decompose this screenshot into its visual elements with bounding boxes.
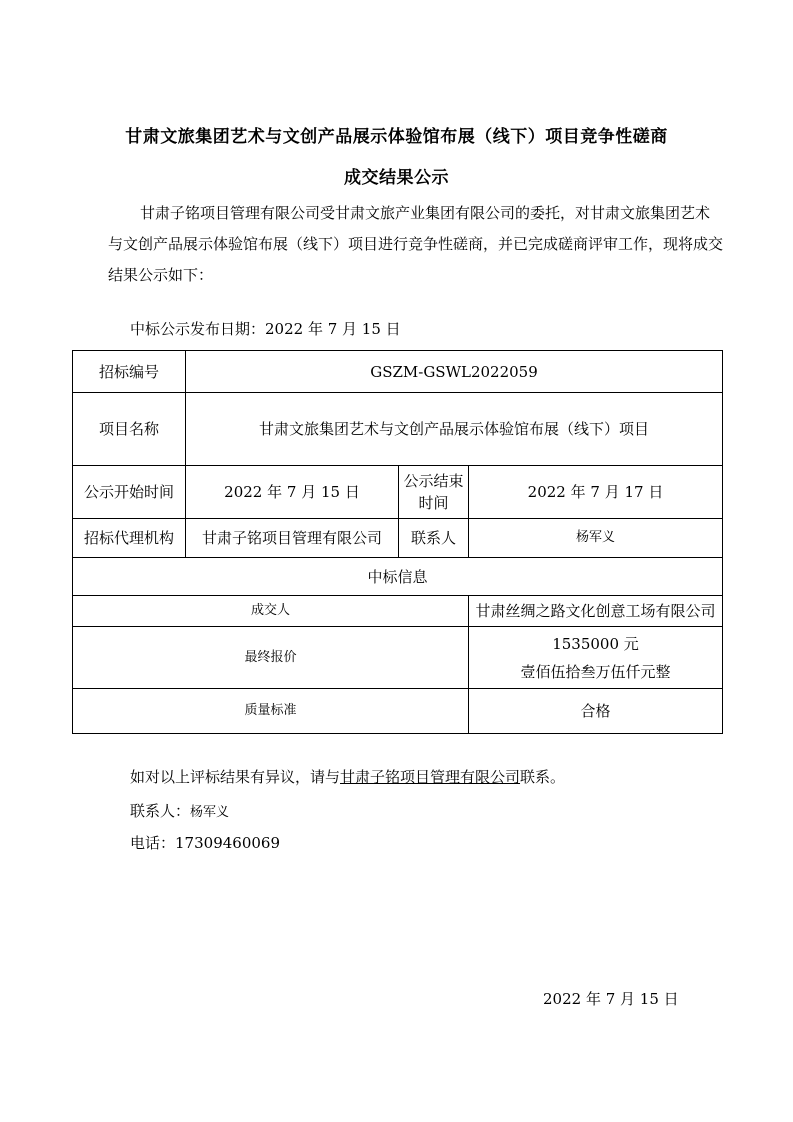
objection-company: 甘肃子铭项目管理有限公司 bbox=[340, 768, 521, 786]
agency: 甘肃子铭项目管理有限公司 bbox=[186, 519, 399, 558]
table-row bbox=[73, 466, 723, 519]
end-date: 2022 年 7 月 17 日 bbox=[469, 466, 723, 519]
objection-line bbox=[130, 766, 565, 787]
publish-date-line bbox=[130, 318, 401, 339]
intro-text: 甘肃子铭项目管理有限公司受甘肃文旅产业集团有限公司的委托，对甘肃文旅集团艺术与文创产品展示体验馆布展（线下）项目进行竞争性磋商，并已完成磋商评审工作，现将成交结果公示如下： bbox=[108, 204, 724, 284]
bid-no: GSZM-GSWL2022059 bbox=[186, 351, 723, 393]
price-cell bbox=[469, 627, 723, 689]
objection-prefix: 如对以上评标结果有异议，请与 bbox=[130, 768, 341, 786]
table-row bbox=[73, 627, 723, 689]
phone-number: 17309460069 bbox=[175, 834, 280, 852]
quality: 合格 bbox=[469, 689, 723, 734]
start-label: 公示开始时间 bbox=[73, 466, 186, 519]
contact-line bbox=[130, 800, 229, 821]
contact-name: 杨军义 bbox=[190, 805, 230, 820]
result-table bbox=[72, 350, 723, 734]
bid-no-label: 招标编号 bbox=[73, 351, 186, 393]
document-subtitle: 成交结果公示 bbox=[344, 168, 449, 188]
price-number: 1535000 元 bbox=[552, 634, 639, 653]
table-row bbox=[73, 351, 723, 393]
table-row bbox=[73, 596, 723, 627]
price-label: 最终报价 bbox=[73, 627, 469, 689]
contact-label: 联系人 bbox=[399, 519, 469, 558]
section-header: 中标信息 bbox=[73, 558, 723, 596]
publish-date-label: 中标公示发布日期： bbox=[130, 320, 266, 338]
sign-date: 2022 年 7 月 15 日 bbox=[543, 990, 679, 1008]
price-words: 壹佰伍拾叁万伍仟元整 bbox=[520, 662, 671, 681]
table-row bbox=[73, 519, 723, 558]
phone-label: 电话： bbox=[130, 834, 176, 852]
project-name: 甘肃文旅集团艺术与文创产品展示体验馆布展（线下）项目 bbox=[186, 393, 723, 466]
agency-label: 招标代理机构 bbox=[73, 519, 186, 558]
end-label: 公示结束时间 bbox=[399, 466, 469, 519]
table-row bbox=[73, 393, 723, 466]
quality-label: 质量标准 bbox=[73, 689, 469, 734]
project-name-label: 项目名称 bbox=[73, 393, 186, 466]
contact: 杨军义 bbox=[469, 519, 723, 558]
document-title: 甘肃文旅集团艺术与文创产品展示体验馆布展（线下）项目竞争性磋商 bbox=[125, 127, 668, 147]
table-row bbox=[73, 558, 723, 596]
start-date: 2022 年 7 月 15 日 bbox=[186, 466, 399, 519]
publish-date: 2022 年 7 月 15 日 bbox=[265, 320, 401, 338]
phone-line bbox=[130, 832, 280, 853]
winner-label: 成交人 bbox=[73, 596, 469, 627]
objection-suffix: 联系。 bbox=[520, 768, 566, 786]
contact-label: 联系人： bbox=[130, 802, 191, 820]
winner: 甘肃丝绸之路文化创意工场有限公司 bbox=[469, 596, 723, 627]
intro-paragraph bbox=[108, 198, 724, 291]
table-row bbox=[73, 689, 723, 734]
